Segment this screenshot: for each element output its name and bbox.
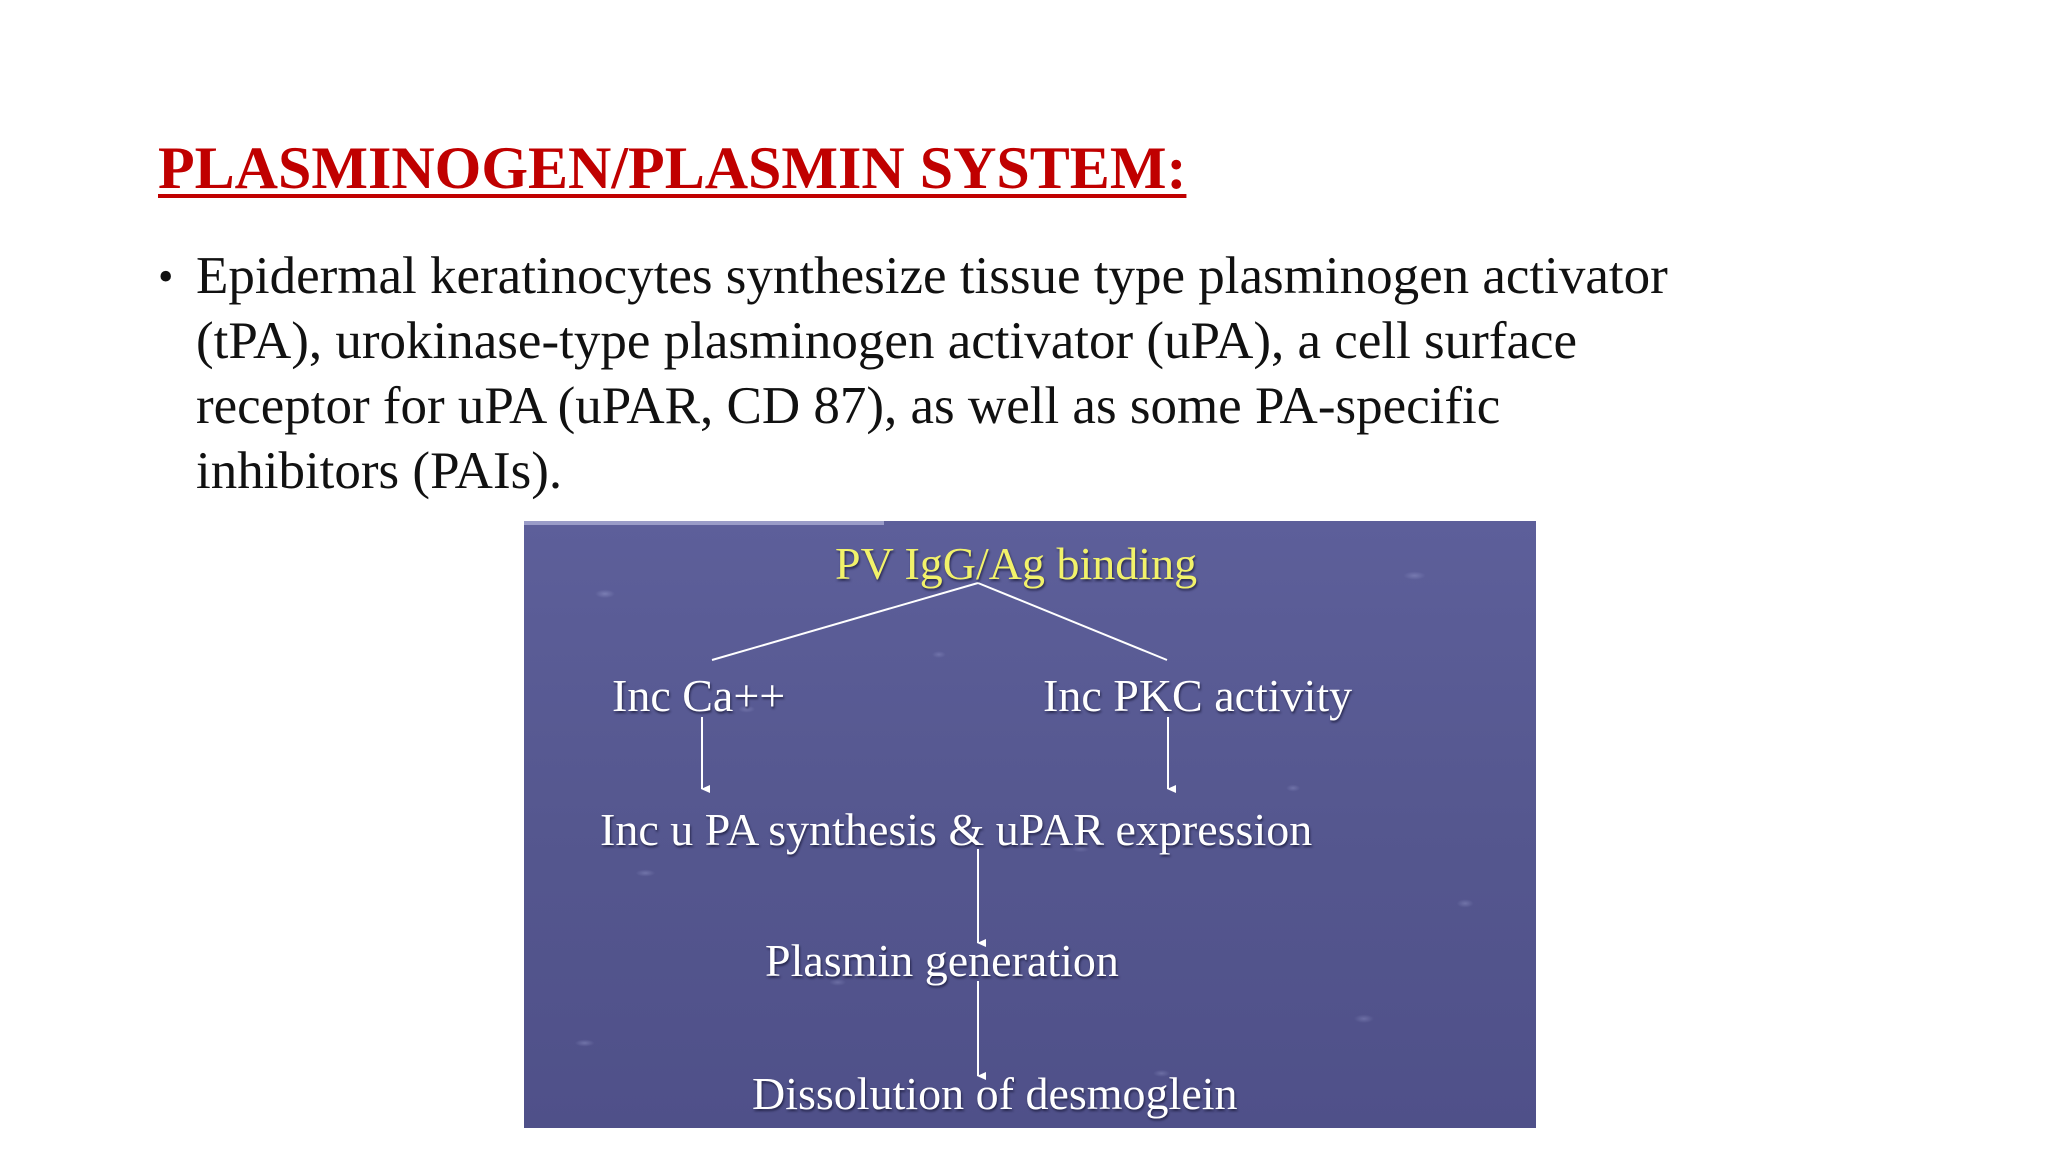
- pathway-diagram: [524, 521, 1536, 1128]
- bullet-line-3: receptor for uPA (uPAR, CD 87), as well as some PA-specific: [196, 377, 1501, 435]
- bullet-line-4: inhibitors (PAIs).: [196, 442, 563, 500]
- node-dissolution-of-desmoglein: Dissolution of desmoglein: [752, 1068, 1238, 1119]
- node-inc-pkc-activity: Inc PKC activity: [1043, 670, 1353, 721]
- bullet-list: [158, 244, 1918, 504]
- branch-line-right: [978, 583, 1167, 660]
- bullet-line-2: (tPA), urokinase-type plasminogen activator (uPA), a cell surface: [196, 312, 1578, 370]
- slide-title: PLASMINOGEN/PLASMIN SYSTEM:: [158, 135, 1187, 201]
- node-inc-upa-synthesis: Inc u PA synthesis & uPAR expression: [600, 804, 1313, 855]
- node-pv-igg-ag-binding: PV IgG/Ag binding: [835, 538, 1198, 589]
- bullet-line-1: Epidermal keratinocytes synthesize tissue type plasminogen activator: [196, 247, 1668, 305]
- node-plasmin-generation: Plasmin generation: [765, 935, 1119, 986]
- branch-line-left: [712, 583, 978, 660]
- node-inc-ca: Inc Ca++: [612, 670, 786, 721]
- bullet-item: [158, 244, 1918, 504]
- bullet-marker: •: [158, 252, 174, 301]
